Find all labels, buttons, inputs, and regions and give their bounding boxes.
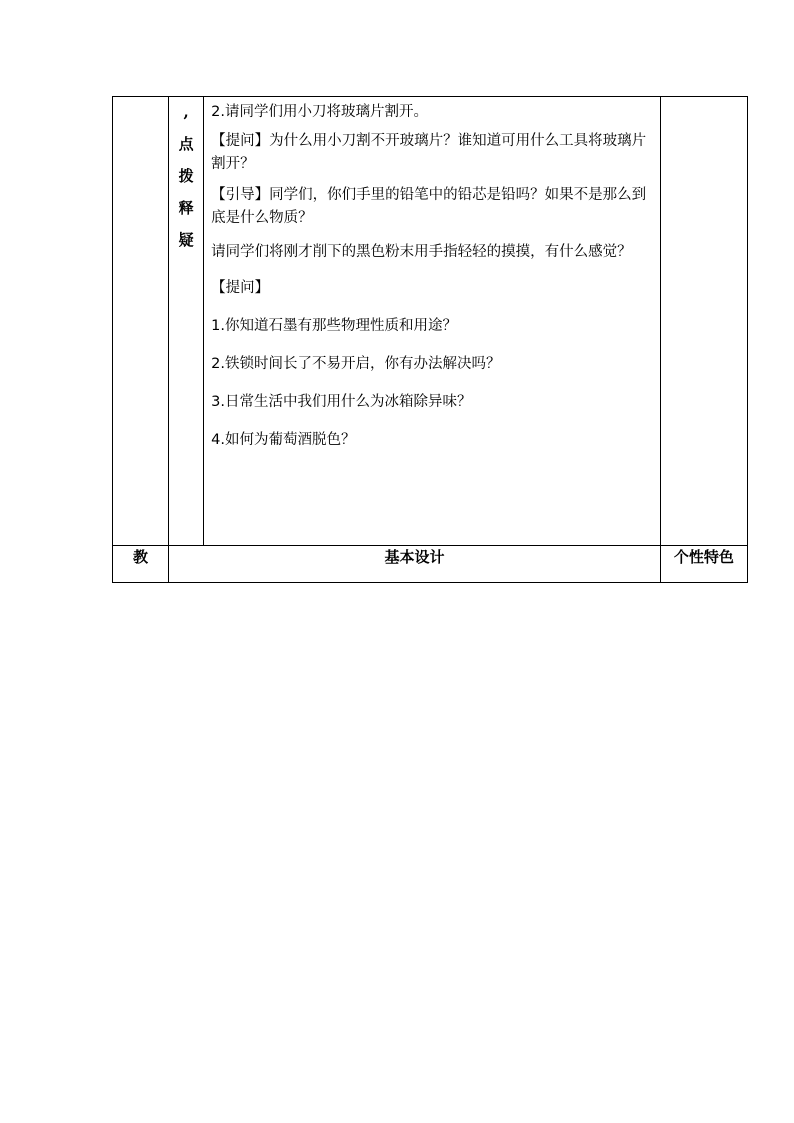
section-label-char: 拨 (178, 167, 194, 185)
section-label-char: 释 (178, 199, 194, 217)
content-paragraph: 1.你知道石墨有那些物理性质和用途？ (211, 318, 457, 334)
empty-left-cell (113, 97, 169, 546)
footer-basic-design-cell: 基本设计 (169, 546, 661, 583)
content-paragraph: 3.日常生活中我们用什么为冰箱除异味？ (211, 394, 472, 410)
content-paragraph: 【引导】同学们，你们手里的铅笔中的铅芯是铅吗？如果不是那么到底是什么物质？ (211, 187, 647, 226)
section-label-char: 点 (178, 135, 194, 153)
content-paragraph: 请同学们将刚才削下的黑色粉末用手指轻轻的摸摸，有什么感觉？ (211, 244, 632, 260)
footer-teach-cell: 教 (113, 546, 169, 583)
section-label-char: 疑 (178, 231, 194, 249)
footer-personal-features-cell: 个性特色 (660, 546, 747, 583)
content-paragraph: 2.请同学们用小刀将玻璃片割开。 (211, 104, 428, 120)
section-label-char: , (183, 103, 189, 121)
section-label-cell (169, 97, 204, 546)
content-paragraph: 2.铁锁时间长了不易开启，你有办法解决吗？ (211, 356, 501, 372)
empty-right-cell (660, 97, 747, 546)
table-row (113, 97, 748, 546)
table-row (113, 546, 748, 583)
content-paragraph: 【提问】 (211, 280, 270, 296)
content-paragraph: 4.如何为葡萄酒脱色？ (211, 432, 356, 448)
content-paragraph: 【提问】为什么用小刀割不开玻璃片？谁知道可用什么工具将玻璃片割开？ (211, 133, 647, 172)
content-cell (204, 97, 661, 546)
lesson-plan-table (112, 96, 748, 583)
